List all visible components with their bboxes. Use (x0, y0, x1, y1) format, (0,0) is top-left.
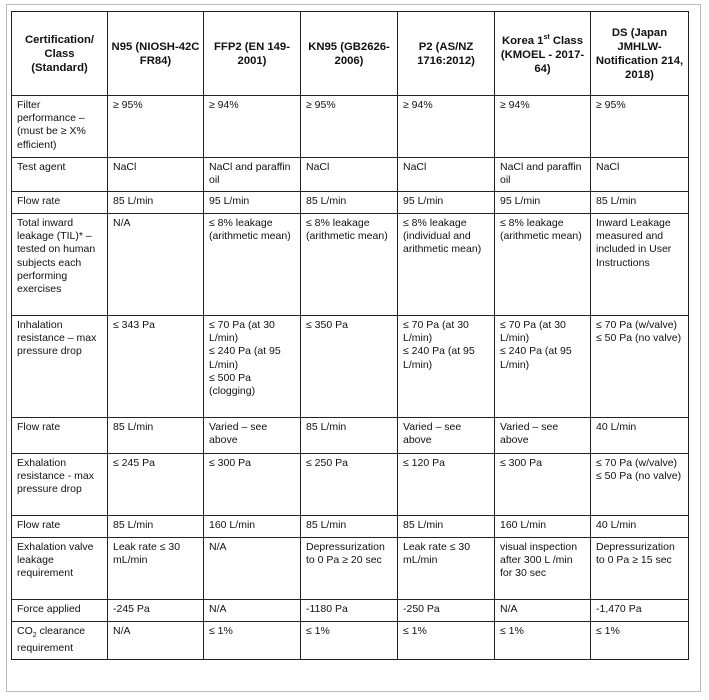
table-cell: Varied – see above (495, 418, 591, 454)
table-cell: Varied – see above (204, 418, 301, 454)
table-cell: NaCl (398, 158, 495, 192)
table-cell: NaCl and paraffin oil (204, 158, 301, 192)
table-cell: ≤ 120 Pa (398, 454, 495, 516)
table-cell: Inward Leakage measured and included in User Instructions (591, 214, 689, 316)
header-korea-1st-class (495, 12, 591, 96)
table-cell: NaCl (301, 158, 398, 192)
table-cell: ≥ 95% (301, 96, 398, 158)
table-cell: ≤ 70 Pa (at 30 L/min) ≤ 240 Pa (at 95 L/min) (495, 316, 591, 418)
table-cell: ≤ 8% leakage (arithmetic mean) (204, 214, 301, 316)
header-row (12, 12, 689, 96)
table-row (12, 158, 689, 192)
table-cell: 85 L/min (301, 516, 398, 538)
row-label: Flow rate (12, 418, 108, 454)
table-cell: NaCl (591, 158, 689, 192)
table-cell: -245 Pa (108, 600, 204, 622)
table-cell: Depressurization to 0 Pa ≥ 20 sec (301, 538, 398, 600)
row-label: Inhalation resistance – max pressure drop (12, 316, 108, 418)
table-cell: ≤ 1% (301, 622, 398, 660)
table-cell: 85 L/min (108, 516, 204, 538)
header-korea-post: Class (KMOEL - 2017-64) (500, 34, 585, 75)
table-cell: ≤ 8% leakage (individual and arithmetic mean) (398, 214, 495, 316)
header-korea-pre: Korea 1 (502, 34, 544, 47)
table-row (12, 96, 689, 158)
table-row (12, 214, 689, 316)
table-cell: 95 L/min (204, 192, 301, 214)
header-ffp2: FFP2 (EN 149-2001) (204, 12, 301, 96)
table-row (12, 418, 689, 454)
table-cell: NaCl (108, 158, 204, 192)
table-cell: ≤ 70 Pa (at 30 L/min) ≤ 240 Pa (at 95 L/min) (398, 316, 495, 418)
table-cell: -250 Pa (398, 600, 495, 622)
table-cell: ≥ 95% (591, 96, 689, 158)
table-row (12, 454, 689, 516)
table-cell: ≤ 1% (495, 622, 591, 660)
table-cell: Leak rate ≤ 30 mL/min (398, 538, 495, 600)
table-cell: 160 L/min (495, 516, 591, 538)
header-kn95: KN95 (GB2626-2006) (301, 12, 398, 96)
table-cell: ≤ 245 Pa (108, 454, 204, 516)
table-cell: Depressurization to 0 Pa ≥ 15 sec (591, 538, 689, 600)
table-cell: ≤ 70 Pa (at 30 L/min) ≤ 240 Pa (at 95 L/min) ≤ 500 Pa (clogging) (204, 316, 301, 418)
table-cell: ≥ 94% (398, 96, 495, 158)
row-label: Force applied (12, 600, 108, 622)
table-cell: N/A (108, 622, 204, 660)
table-cell: 40 L/min (591, 516, 689, 538)
table-cell: N/A (495, 600, 591, 622)
header-ds-japan: DS (Japan JMHLW-Notification 214, 2018) (591, 12, 689, 96)
row-label: Filter performance – (must be ≥ X% efficient) (12, 96, 108, 158)
table-cell: Leak rate ≤ 30 mL/min (108, 538, 204, 600)
table-cell: 160 L/min (204, 516, 301, 538)
row-label: Test agent (12, 158, 108, 192)
table-cell: N/A (108, 214, 204, 316)
table-row (12, 622, 689, 660)
row-label: Flow rate (12, 516, 108, 538)
table-cell: 95 L/min (495, 192, 591, 214)
table-cell: ≤ 1% (204, 622, 301, 660)
table-cell: ≥ 95% (108, 96, 204, 158)
table-cell: ≤ 300 Pa (204, 454, 301, 516)
table-cell: ≤ 8% leakage (arithmetic mean) (301, 214, 398, 316)
respirator-comparison-table (11, 11, 689, 660)
table-row (12, 516, 689, 538)
table-cell: 85 L/min (108, 418, 204, 454)
header-p2: P2 (AS/NZ 1716:2012) (398, 12, 495, 96)
table-cell: -1,470 Pa (591, 600, 689, 622)
table-cell: ≤ 8% leakage (arithmetic mean) (495, 214, 591, 316)
table-cell: 85 L/min (591, 192, 689, 214)
table-cell: visual inspection after 300 L /min for 30 sec (495, 538, 591, 600)
header-certification-class: Certification/ Class (Standard) (12, 12, 108, 96)
table-body (12, 96, 689, 660)
row-label: Total inward leakage (TIL)* – tested on human subjects each performing exercises (12, 214, 108, 316)
table-cell: N/A (204, 538, 301, 600)
table-cell: ≤ 1% (398, 622, 495, 660)
header-n95: N95 (NIOSH-42C FR84) (108, 12, 204, 96)
row-label-post: clearance requirement (17, 625, 86, 655)
table-cell: ≤ 350 Pa (301, 316, 398, 418)
table-cell: ≤ 70 Pa (w/valve) ≤ 50 Pa (no valve) (591, 316, 689, 418)
table-cell: ≥ 94% (204, 96, 301, 158)
table-cell: 85 L/min (398, 516, 495, 538)
row-label-pre: CO (17, 625, 33, 637)
row-label (12, 622, 108, 660)
row-label-sub: 2 (32, 632, 37, 640)
table-row (12, 192, 689, 214)
table-row (12, 600, 689, 622)
table-cell: 40 L/min (591, 418, 689, 454)
table-cell: 85 L/min (301, 418, 398, 454)
table-cell: 85 L/min (301, 192, 398, 214)
table-cell: ≤ 250 Pa (301, 454, 398, 516)
table-cell: NaCl and paraffin oil (495, 158, 591, 192)
table-cell: ≥ 94% (495, 96, 591, 158)
table-cell: ≤ 1% (591, 622, 689, 660)
table-cell: 95 L/min (398, 192, 495, 214)
table-cell: -1180 Pa (301, 600, 398, 622)
table-cell: Varied – see above (398, 418, 495, 454)
row-label: Flow rate (12, 192, 108, 214)
table-cell: 85 L/min (108, 192, 204, 214)
header-korea-sup: st (543, 34, 550, 42)
row-label: Exhalation resistance - max pressure drop (12, 454, 108, 516)
table-row (12, 538, 689, 600)
table-cell: N/A (204, 600, 301, 622)
table-cell: ≤ 300 Pa (495, 454, 591, 516)
table-cell: ≤ 70 Pa (w/valve) ≤ 50 Pa (no valve) (591, 454, 689, 516)
row-label: Exhalation valve leakage requirement (12, 538, 108, 600)
table-row (12, 316, 689, 418)
table-cell: ≤ 343 Pa (108, 316, 204, 418)
